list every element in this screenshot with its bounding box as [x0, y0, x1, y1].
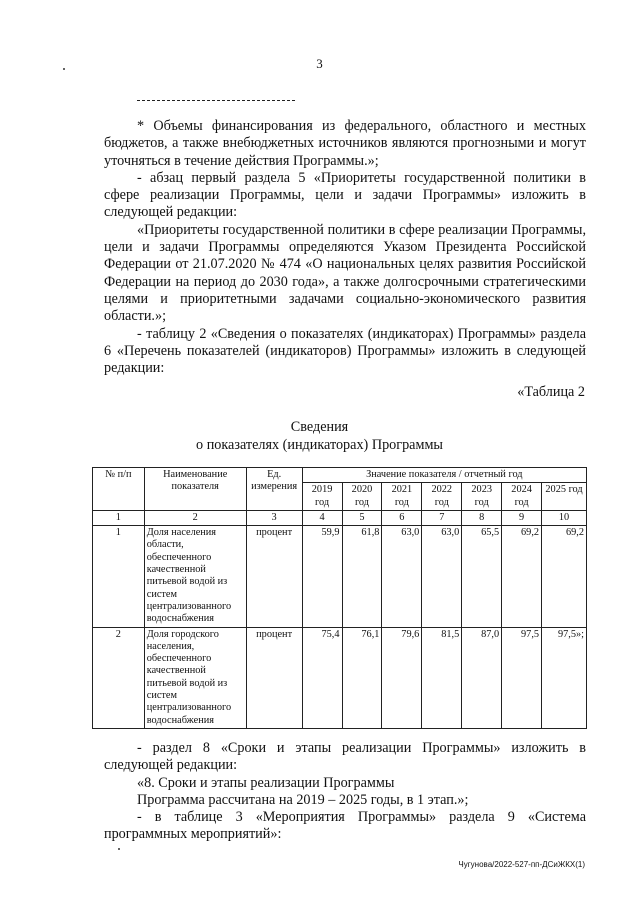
indicator-value: 63,0: [382, 526, 422, 627]
indicator-value: 97,5»;: [542, 627, 587, 728]
indicators-table: [92, 467, 587, 729]
indicator-value: 61,8: [342, 526, 382, 627]
indicator-value: 97,5: [502, 627, 542, 728]
col-number: 8: [462, 510, 502, 525]
scan-speck: [63, 68, 65, 70]
document-footer-code: Чугунова/2022-527-пп-ДСиЖКХ(1): [458, 860, 585, 869]
indicator-name: Доля населения области, обеспеченного качественной питьевой водой из систем централизованного водоснабжения: [144, 526, 246, 627]
column-number-row: [93, 510, 587, 525]
indicator-unit: процент: [246, 526, 302, 627]
header-row: [93, 468, 587, 483]
footnote-separator: [137, 100, 295, 101]
indicator-value: 76,1: [342, 627, 382, 728]
col-number: 10: [542, 510, 587, 525]
paragraph-footnote: * Объемы финансирования из федерального, областного и местных бюджетов, а также внебюджетных источников являются прогнозными и могут уточняться в течение действия Программы.»;: [104, 118, 586, 169]
year-header: 2020 год: [342, 483, 382, 511]
paragraph-table2-instruction: - таблицу 2 «Сведения о показателях (индикаторах) Программы» раздела 6 «Перечень показателей (индикаторов) Программы» изложить в следующей редакции:: [104, 325, 586, 377]
row-number: 1: [93, 526, 145, 627]
col-number: 5: [342, 510, 382, 525]
paragraph-program-term: Программа рассчитана на 2019 – 2025 годы, в 1 этап.»;: [137, 791, 469, 808]
year-header: 2025 год: [542, 483, 587, 511]
year-header: 2024 год: [502, 483, 542, 511]
table-reference: «Таблица 2: [517, 384, 585, 400]
indicator-value: 75,4: [302, 627, 342, 728]
col-number: 9: [502, 510, 542, 525]
indicator-name: Доля городского населения, обеспеченного качественной питьевой водой из систем централизованного водоснабжения: [144, 627, 246, 728]
col-number: 7: [422, 510, 462, 525]
indicator-value: 69,2: [502, 526, 542, 627]
table-row: [93, 627, 587, 728]
intro-text: [104, 118, 586, 377]
paragraph-table3-instruction: - в таблице 3 «Мероприятия Программы» раздела 9 «Система программных мероприятий»:: [104, 809, 586, 843]
year-header: 2022 год: [422, 483, 462, 511]
year-header: 2021 год: [382, 483, 422, 511]
year-header: 2023 год: [462, 483, 502, 511]
col-number: 3: [246, 510, 302, 525]
indicator-value: 79,6: [382, 627, 422, 728]
header-num: № п/п: [93, 468, 145, 511]
indicator-value: 87,0: [462, 627, 502, 728]
header-value-group: Значение показателя / отчетный год: [302, 468, 586, 483]
caption-title: Сведения: [290, 419, 349, 435]
table-row: [93, 526, 587, 627]
indicator-value: 69,2: [542, 526, 587, 627]
indicator-unit: процент: [246, 627, 302, 728]
indicator-value: 81,5: [422, 627, 462, 728]
col-number: 1: [93, 510, 145, 525]
outro-text: [104, 740, 586, 844]
caption-subtitle: о показателях (индикаторах) Программы: [196, 437, 443, 453]
page-number: 3: [316, 56, 323, 71]
table-caption: [0, 418, 639, 454]
row-number: 2: [93, 627, 145, 728]
col-number: 2: [144, 510, 246, 525]
col-number: 6: [382, 510, 422, 525]
header-name: Наименование показателя: [144, 468, 246, 511]
paragraph-section5-instruction: - абзац первый раздела 5 «Приоритеты государственной политики в сфере реализации Программы, цели и задачи Программы» изложить в следующей редакции:: [104, 169, 586, 221]
indicator-value: 59,9: [302, 526, 342, 627]
scan-speck: [118, 848, 120, 850]
indicator-value: 63,0: [422, 526, 462, 627]
paragraph-section8-instruction: - раздел 8 «Сроки и этапы реализации Программы» изложить в следующей редакции:: [104, 740, 586, 774]
indicator-value: 65,5: [462, 526, 502, 627]
header-unit: Ед. измерения: [246, 468, 302, 511]
paragraph-section8-title: «8. Сроки и этапы реализации Программы: [137, 774, 395, 791]
year-header: 2019 год: [302, 483, 342, 511]
paragraph-priorities: «Приоритеты государственной политики в сфере реализации Программы, цели и задачи Программы определяются Указом Президента Российской Федерации от 21.07.2020 № 474 «О национальных целях развития Российской Федерации на период до 2030 года», а также долгосрочными стратегическими целями и приоритетными задачами социально-экономического развития области.»;: [104, 221, 586, 325]
col-number: 4: [302, 510, 342, 525]
